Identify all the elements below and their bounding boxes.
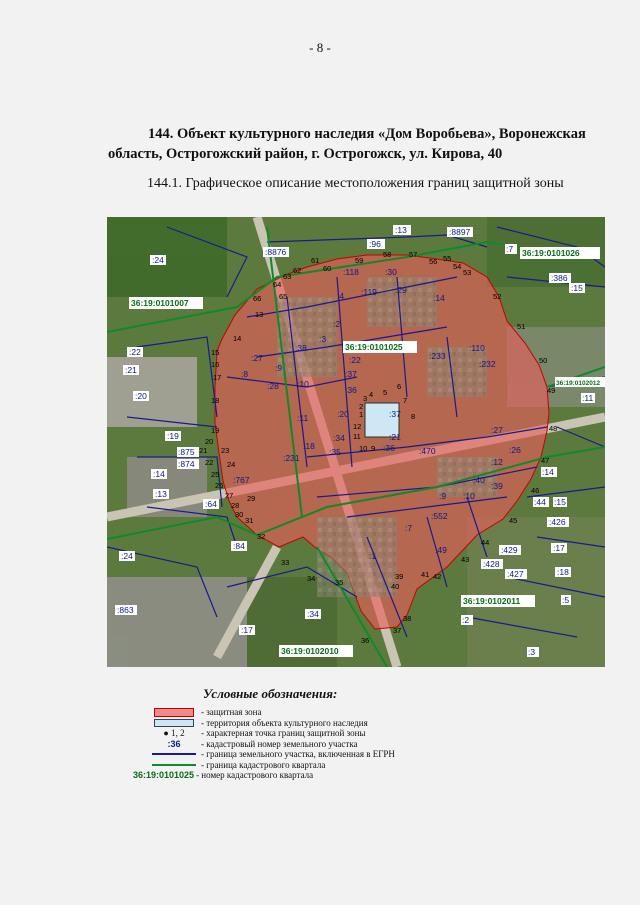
point-label: 43 [461, 555, 470, 564]
parcel-label: :96 [369, 239, 381, 249]
parcel-label: :11 [582, 393, 594, 403]
point-label: 32 [257, 532, 266, 541]
point-label: 49 [547, 386, 556, 395]
parcel-label: :427 [507, 569, 524, 579]
parcel-label: :2 [462, 615, 470, 625]
parcel-label: :22 [349, 355, 361, 365]
point-label: 47 [541, 456, 550, 465]
zone-swatch [154, 708, 194, 717]
parcel-label: :7 [405, 523, 413, 533]
parcel-label: :3 [319, 334, 327, 344]
parcel-label: :15 [554, 497, 566, 507]
point-label: 31 [245, 516, 254, 525]
parcel-label: :22 [129, 347, 141, 357]
legend-item-quarter-number: 36:19:0101025 - номер кадастрового квартала [133, 770, 314, 781]
point-label: 59 [355, 256, 364, 265]
point-symbol: ● 1, 2 [163, 728, 185, 739]
quarter-label: 36:19:0101026 [522, 248, 580, 258]
point-label: 27 [225, 491, 234, 500]
parcel-label: :49 [435, 545, 447, 555]
point-label: 9 [371, 444, 376, 453]
point-label: 62 [293, 266, 302, 275]
parcel-label: :5 [562, 595, 570, 605]
point-label: 52 [493, 292, 502, 301]
parcel-label: :24 [152, 255, 164, 265]
parcel-label: :13 [395, 225, 407, 235]
point-label: 25 [211, 470, 220, 479]
parcel-label: :17 [553, 543, 565, 553]
point-label: 57 [409, 250, 418, 259]
parcel-label: :2 [333, 319, 341, 329]
parcel-label: :40 [473, 475, 485, 485]
parcel-label: :37 [345, 369, 357, 379]
point-label: 30 [235, 510, 244, 519]
parcel-label: :9 [275, 363, 283, 373]
point-label: 11 [353, 432, 361, 441]
quarter-label: 36:19:0101025 [345, 342, 403, 352]
point-label: 29 [247, 494, 256, 503]
quarter-label: 36:19:0102012 [556, 380, 601, 387]
object-swatch [154, 719, 194, 727]
parcel-label: :64 [205, 499, 217, 509]
point-label: 17 [213, 373, 222, 382]
legend-item-point: ● 1, 2 - характерная точка границ защитной зоны [147, 728, 447, 739]
point-label: 38 [403, 614, 412, 623]
parcel-label: :386 [551, 273, 568, 283]
point-label: 33 [281, 558, 290, 567]
legend [133, 686, 447, 781]
point-label: 2 [359, 402, 364, 411]
parcel-label: :13 [155, 489, 167, 499]
parcel-label: :3 [528, 647, 536, 657]
point-label: 8 [411, 412, 416, 421]
point-label: 46 [531, 486, 540, 495]
point-label: 28 [231, 501, 240, 510]
point-label: 23 [221, 446, 230, 455]
parcel-label: :26 [509, 445, 521, 455]
page-number: - 8 - [309, 40, 331, 55]
point-label: 18 [211, 396, 220, 405]
point-label: 26 [215, 481, 224, 490]
point-label: 58 [383, 250, 392, 259]
point-label: 39 [395, 572, 404, 581]
parcel-label: :8876 [265, 247, 287, 257]
parcel-label: :232 [479, 359, 496, 369]
parcel-label: :470 [419, 446, 436, 456]
point-label: 5 [383, 388, 388, 397]
parcel-label: :9 [439, 491, 447, 501]
quarter-label: 36:19:0101007 [131, 298, 189, 308]
quarter-number-symbol: 36:19:0101025 [133, 770, 195, 781]
parcel-label: :110 [469, 343, 485, 353]
point-label: 1 [359, 410, 364, 419]
point-label: 45 [509, 516, 518, 525]
parcel-label: :24 [121, 551, 133, 561]
parcel-label: :14 [542, 467, 554, 477]
point-label: 65 [279, 292, 288, 301]
point-label: 14 [233, 334, 242, 343]
parcel-label: :767 [233, 475, 250, 485]
point-label: 41 [421, 570, 430, 579]
parcel-label: :1 [369, 551, 377, 561]
parcel-label: :8897 [449, 227, 471, 237]
legend-item-zone: - защитная зона [147, 707, 447, 718]
parcel-label: :863 [117, 605, 134, 615]
parcel-label: :233 [429, 351, 446, 361]
map-canvas [107, 217, 605, 667]
parcel-label: :21 [389, 432, 401, 442]
parcel-label: :119 [361, 287, 377, 297]
point-label: 66 [253, 294, 262, 303]
parcel-label: :27 [251, 353, 263, 363]
legend-item-cadastral: :36 - кадастровый номер земельного участка [147, 739, 447, 750]
parcel-label: :37 [389, 409, 401, 419]
point-label: 56 [429, 257, 438, 266]
parcel-label: :19 [167, 431, 179, 441]
parcel-label: :20 [135, 391, 147, 401]
point-label: 3 [363, 394, 368, 403]
point-label: 15 [211, 348, 220, 357]
parcel-label: :84 [233, 541, 245, 551]
parcel-label: :874 [178, 459, 195, 469]
parcel-label: :34 [307, 609, 319, 619]
parcel-label: :14 [153, 469, 165, 479]
parcel-label: :28 [267, 381, 279, 391]
parcel-label: :18 [303, 441, 315, 451]
parcel-label: :231 [283, 453, 300, 463]
parcel-label: :10 [463, 491, 475, 501]
parcel-label: :429 [501, 545, 518, 555]
legend-item-quarter-line: - граница кадастрового квартала [147, 760, 447, 771]
point-label: 36 [361, 636, 370, 645]
point-label: 16 [211, 360, 220, 369]
point-label: 37 [393, 626, 402, 635]
page-title: 144. Объект культурного наследия «Дом Воробьева», Воронежская область, Острогожский район, г. Острогожск, ул. Кирова, 40 [108, 126, 586, 162]
parcel-label: :29 [395, 285, 407, 295]
point-label: 20 [205, 437, 214, 446]
legend-title: Условные обозначения: [203, 686, 338, 701]
parcel-label: :10 [297, 379, 309, 389]
parcel-label: :27 [491, 425, 503, 435]
parcel-label: :8 [241, 369, 249, 379]
point-label: 63 [283, 272, 292, 281]
point-label: 53 [463, 268, 472, 277]
point-label: 60 [323, 264, 332, 273]
cadastral-symbol: :36 [167, 738, 181, 749]
parcel-label: :552 [431, 511, 448, 521]
point-label: 6 [397, 382, 402, 391]
point-label: 50 [539, 356, 548, 365]
point-label: 55 [443, 254, 452, 263]
point-label: 4 [369, 390, 374, 399]
legend-item-parcel-line: - граница земельного участка, включенная в ЕГРН [147, 749, 447, 760]
point-label: 42 [433, 572, 442, 581]
point-label: 40 [391, 582, 400, 591]
parcel-label: :34 [333, 433, 345, 443]
parcel-label: :12 [491, 457, 503, 467]
point-label: 44 [481, 538, 490, 547]
point-label: 24 [227, 460, 236, 469]
point-label: 19 [211, 426, 220, 435]
parcel-label: :38 [295, 343, 307, 353]
parcel-label: :11 [297, 413, 309, 423]
section-subtitle: 144.1. Графическое описание местоположения границ защитной зоны [147, 176, 564, 191]
parcel-label: :21 [125, 365, 137, 375]
legend-item-object: - территория объекта культурного наследия [147, 718, 447, 729]
parcel-label: :18 [557, 567, 569, 577]
parcel-label: :118 [343, 267, 359, 277]
quarter-label: 36:19:0102010 [281, 646, 339, 656]
parcel-label: :17 [241, 625, 253, 635]
point-label: 7 [403, 396, 408, 405]
parcel-label: :428 [483, 559, 500, 569]
parcel-label: :15 [571, 283, 583, 293]
parcel-label: :44 [534, 497, 546, 507]
point-label: 10 [359, 444, 368, 453]
point-label: 35 [335, 578, 344, 587]
parcel-label: :36 [345, 385, 357, 395]
parcel-label: :875 [178, 447, 195, 457]
point-label: 54 [453, 262, 462, 271]
parcel-label: :4 [337, 291, 345, 301]
parcel-label: :426 [549, 517, 566, 527]
point-label: 21 [199, 446, 208, 455]
parcel-line-swatch [152, 753, 196, 755]
parcel-label: :14 [433, 293, 445, 303]
map[interactable] [107, 217, 605, 667]
point-label: 64 [273, 280, 282, 289]
parcel-label: :35 [329, 447, 341, 457]
point-label: 12 [353, 422, 362, 431]
parcel-label: :30 [385, 267, 397, 277]
parcel-label: :39 [491, 481, 503, 491]
parcel-label: :20 [337, 409, 349, 419]
parcel-label: :36 [383, 443, 395, 453]
point-label: 13 [255, 310, 264, 319]
point-label: 51 [517, 322, 526, 331]
point-label: 48 [549, 424, 558, 433]
point-label: 34 [307, 574, 316, 583]
point-label: 22 [205, 458, 214, 467]
point-label: 61 [311, 256, 320, 265]
quarter-label: 36:19:0102011 [463, 596, 521, 606]
quarter-line-swatch [152, 764, 196, 766]
parcel-label: :7 [506, 244, 514, 254]
